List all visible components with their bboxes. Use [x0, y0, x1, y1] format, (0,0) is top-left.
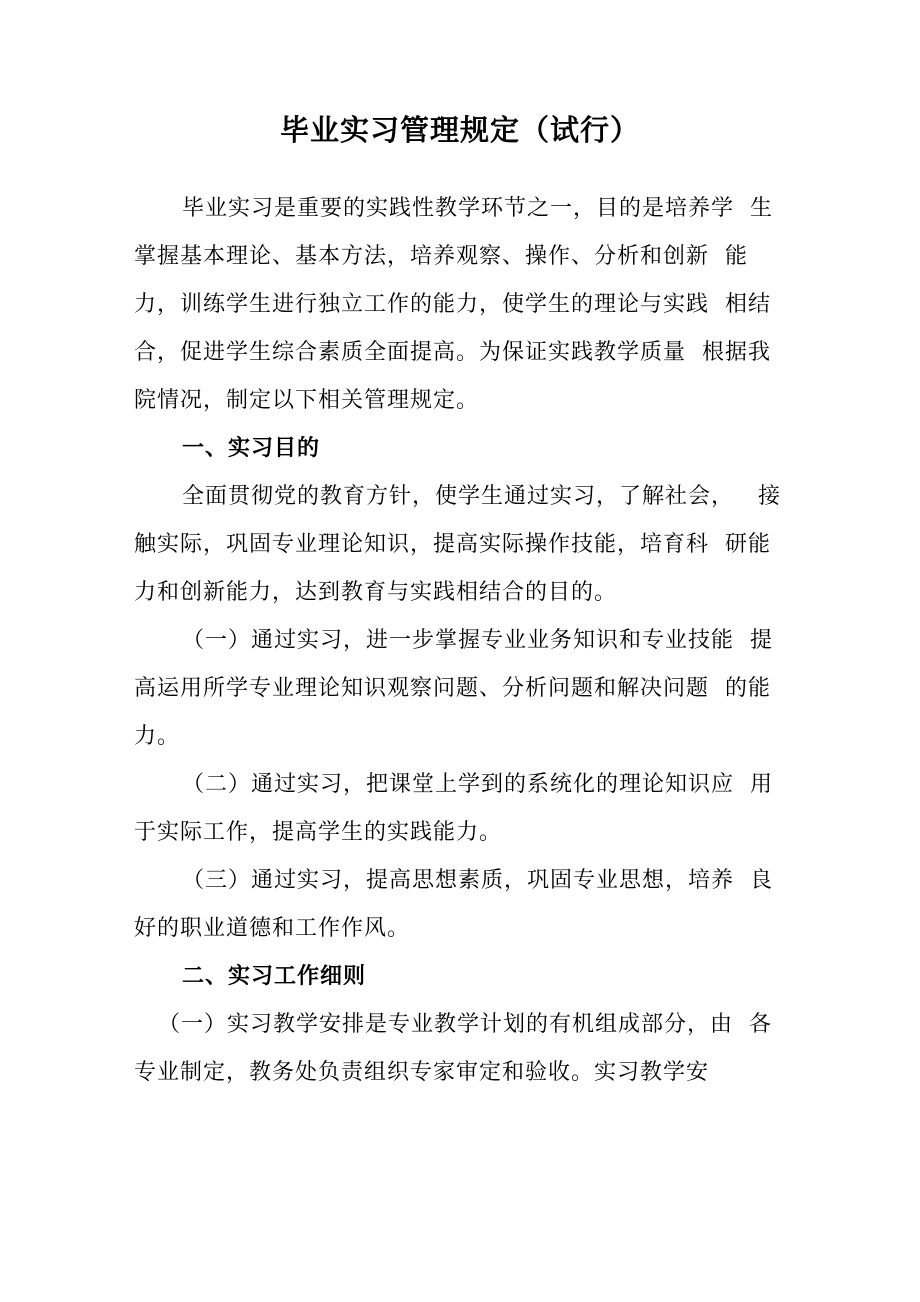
paragraph-line: 触实际，巩固专业理论知识，提高实际操作技能，培育科 研能	[134, 532, 771, 557]
paragraph-line: 合，促进学生综合素质全面提高。为保证实践教学质量 根据我	[134, 340, 771, 365]
paragraph-line: 专业制定，教务处负责组织专家审定和验收。实习教学安	[134, 1060, 710, 1085]
paragraph-line: （一）实习教学安排是专业教学计划的有机组成部分，由 各	[158, 1012, 772, 1037]
paragraph-line: 毕业实习是重要的实践性教学环节之一，目的是培养学 生	[182, 196, 773, 221]
paragraph-line: 于实际工作，提高学生的实践能力。	[134, 820, 503, 845]
section-heading-rules: 二、实习工作细则	[182, 964, 367, 989]
paragraph-line: 力。	[134, 724, 181, 749]
paragraph-line: 院情况，制定以下相关管理规定。	[134, 388, 480, 413]
paragraph-line: 高运用所学专业理论知识观察问题、分析问题和解决问题 的能	[134, 676, 771, 701]
paragraph-line: （三）通过实习，提高思想素质，巩固专业思想，培养 良	[182, 868, 773, 893]
paragraph-line: 好的职业道德和工作作风。	[134, 916, 411, 941]
section-heading-purpose: 一、实习目的	[182, 436, 321, 461]
paragraph-line: （一）通过实习，进一步掌握专业业务知识和专业技能 提	[182, 628, 773, 653]
paragraph-line: 掌握基本理论、基本方法，培养观察、操作、分析和创新 能	[134, 244, 748, 269]
paragraph-line: （二）通过实习，把课堂上学到的系统化的理论知识应 用	[182, 772, 773, 797]
paragraph-line: 力和创新能力，达到教育与实践相结合的目的。	[134, 580, 618, 605]
document-title: 毕业实习管理规定（试行）	[279, 113, 640, 147]
paragraph-line: 力，训练学生进行独立工作的能力，使学生的理论与实践 相结	[134, 292, 771, 317]
paragraph-line: 全面贯彻党的教育方针，使学生通过实习，了解社会， 接	[182, 484, 781, 509]
